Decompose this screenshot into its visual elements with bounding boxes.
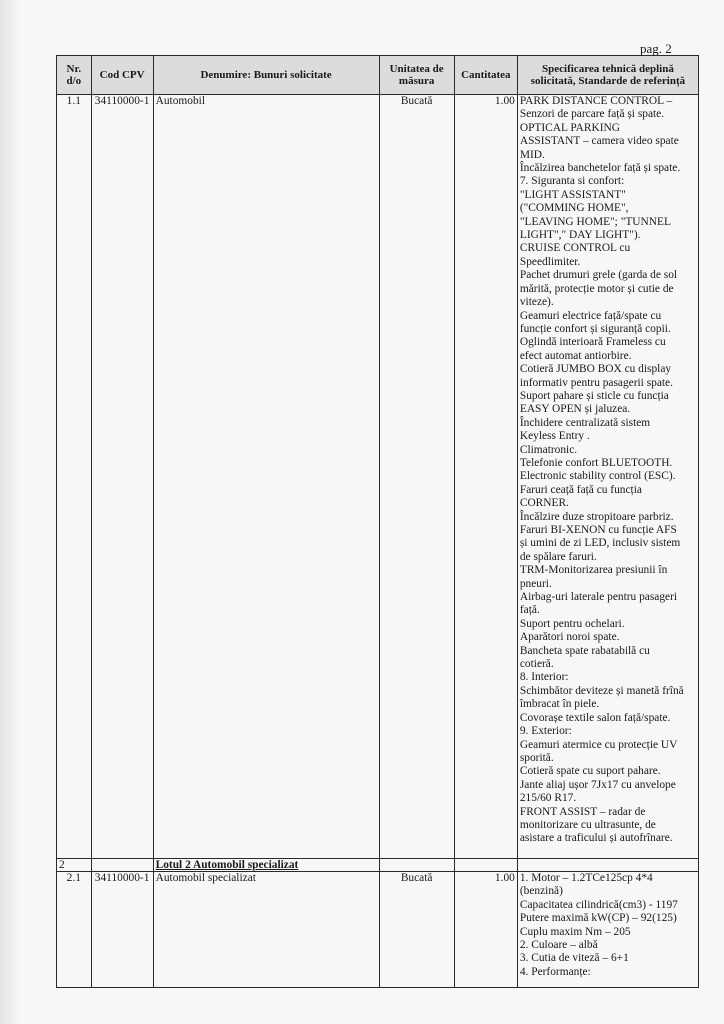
spec-line: viteze). bbox=[519, 296, 554, 309]
spec-line: Senzori de parcare față și spate. bbox=[519, 108, 665, 121]
spec-line: funcție confort și siguranță copii. bbox=[519, 322, 671, 335]
page-number: pag. 2 bbox=[640, 41, 672, 56]
spec-line: "LEAVING HOME"; "TUNNEL bbox=[519, 215, 671, 228]
lot-cantitate-empty bbox=[454, 859, 517, 872]
spec-line: (benzină) bbox=[519, 885, 563, 898]
spec-line: Airbag-uri laterale pentru pasageri bbox=[519, 591, 678, 604]
spec-line: PARK DISTANCE CONTROL – bbox=[519, 95, 673, 107]
spec-line: 215/60 R17. bbox=[519, 792, 577, 805]
spec-line: de spălare faruri. bbox=[519, 550, 597, 563]
lot-spec-empty bbox=[517, 859, 698, 872]
spec-line: monitorizare cu ultrasunte, de bbox=[519, 818, 656, 831]
row-cpv: 34110000-1 bbox=[91, 872, 153, 988]
spec-line: asistare a traficului și autofrînare. bbox=[519, 832, 673, 845]
spec-line: Telefonie confort BLUETOOTH. bbox=[519, 456, 673, 469]
spec-line: Aparători noroi spate. bbox=[519, 631, 620, 644]
spec-line: cotieră. bbox=[519, 658, 554, 671]
spec-line: Pachet drumuri grele (garda de sol bbox=[519, 269, 678, 282]
row-nr: 1.1 bbox=[57, 95, 92, 859]
spec-line: Covorașe textile salon față/spate. bbox=[519, 711, 671, 724]
header-specificare: Specificarea tehnică deplină solicitată, Standarde de referință bbox=[517, 56, 698, 95]
row-cpv: 34110000-1 bbox=[91, 95, 153, 859]
lot-unitate-empty bbox=[379, 859, 454, 872]
spec-line: 3. Cutia de viteză – 6+1 bbox=[519, 952, 629, 965]
spec-line: Suport pahare și sticle cu funcția bbox=[519, 389, 669, 402]
row-unitate: Bucată bbox=[379, 872, 454, 988]
table-header-row bbox=[57, 56, 699, 95]
header-cpv: Cod CPV bbox=[91, 56, 153, 95]
spec-line: Închidere centralizată sistem bbox=[519, 416, 651, 429]
spec-line: mărită, protecție motor și cutie de bbox=[519, 282, 674, 295]
spec-line: LIGHT"," DAY LIGHT"). bbox=[519, 229, 641, 242]
spec-line: față. bbox=[519, 604, 540, 617]
row-unitate: Bucată bbox=[379, 95, 454, 859]
spec-line: MID. bbox=[519, 148, 545, 161]
lot-nr: 2 bbox=[57, 859, 92, 872]
page-shadow-edge bbox=[0, 0, 20, 1024]
spec-line: și umini de zi LED, inclusiv sistem bbox=[519, 537, 681, 550]
header-nr: Nr. d/o bbox=[57, 56, 92, 95]
spec-line: Oglindă interioară Frameless cu bbox=[519, 336, 666, 349]
spec-line: Bancheta spate rabatabilă cu bbox=[519, 644, 650, 657]
spec-line: îmbracat în piele. bbox=[519, 698, 600, 711]
spec-line: Faruri BI-XENON cu funcție AFS bbox=[519, 524, 677, 536]
spec-line: Încălzirea banchetelor față și spate. bbox=[519, 162, 681, 175]
row-denumire: Automobil specializat bbox=[153, 872, 379, 988]
lot-row bbox=[57, 859, 699, 872]
spec-line: 2. Culoare – albă bbox=[519, 939, 598, 952]
spec-line: CORNER. bbox=[519, 497, 569, 510]
header-denumire: Denumire: Bunuri solicitate bbox=[153, 56, 379, 95]
spec-line: Cotieră JUMBO BOX cu display bbox=[519, 363, 672, 376]
spec-line: 1. Motor – 1.2TCe125cp 4*4 bbox=[519, 872, 653, 884]
spec-line: Putere maximă kW(CP) – 92(125) bbox=[519, 912, 677, 925]
row-cantitate: 1.00 bbox=[454, 95, 517, 859]
spec-line: Keyless Entry . bbox=[519, 430, 590, 443]
table-row bbox=[57, 95, 699, 859]
spec-line: Electronic stability control (ESC). bbox=[519, 470, 676, 483]
row-specificare bbox=[517, 872, 698, 988]
spec-line: "LIGHT ASSISTANT" bbox=[519, 188, 626, 201]
row-nr: 2.1 bbox=[57, 872, 92, 988]
spec-line: informativ pentru pasagerii spate. bbox=[519, 376, 673, 389]
spec-line: sporită. bbox=[519, 751, 554, 764]
spec-line: Cotieră spate cu suport pahare. bbox=[519, 765, 661, 778]
spec-line: OPTICAL PARKING bbox=[519, 121, 620, 134]
table-row bbox=[57, 872, 699, 988]
spec-line: Capacitatea cilindrică(cm3) - 1197 bbox=[519, 898, 678, 911]
spec-line: Jante aliaj ușor 7Jx17 cu anvelope bbox=[519, 778, 676, 791]
spec-line: TRM-Monitorizarea presiunii în bbox=[519, 564, 668, 577]
spec-line: EASY OPEN și jaluzea. bbox=[519, 403, 631, 416]
spec-line: 7. Siguranta si confort: bbox=[519, 175, 625, 188]
row-cantitate: 1.00 bbox=[454, 872, 517, 988]
spec-line: ASSISTANT – camera video spate bbox=[519, 135, 679, 148]
spec-line: Încălzire duze stropitoare parbriz. bbox=[519, 510, 674, 523]
spec-line: Faruri ceață față cu funcția bbox=[519, 483, 642, 496]
specifications-table bbox=[56, 55, 699, 988]
spec-line: 8. Interior: bbox=[519, 671, 569, 684]
spec-line: Suport pentru ochelari. bbox=[519, 617, 625, 630]
spec-line: Speedlimiter. bbox=[519, 255, 581, 268]
spec-line: pneuri. bbox=[519, 577, 552, 590]
lot-title: Lotul 2 Automobil specializat bbox=[153, 859, 379, 872]
spec-line: FRONT ASSIST – radar de bbox=[519, 805, 646, 818]
spec-line: Cuplu maxim Nm – 205 bbox=[519, 925, 631, 938]
spec-line: Climatronic. bbox=[519, 443, 578, 456]
spec-line: Schimbător deviteze și manetă frînă bbox=[519, 684, 684, 697]
header-cantitate: Cantitatea bbox=[454, 56, 517, 95]
spec-line: efect automat antiorbire. bbox=[519, 349, 632, 362]
spec-line: 4. Performanțe: bbox=[519, 965, 591, 978]
header-unitate: Unitatea de măsura bbox=[379, 56, 454, 95]
row-denumire: Automobil bbox=[153, 95, 379, 859]
row-specificare bbox=[517, 95, 698, 859]
spec-line: 9. Exterior: bbox=[519, 725, 572, 738]
spec-line: CRUISE CONTROL cu bbox=[519, 242, 631, 255]
spec-line: ("COMMING HOME", bbox=[519, 202, 629, 215]
spec-line: Geamuri atermice cu protecție UV bbox=[519, 738, 678, 751]
spec-line: Geamuri electrice față/spate cu bbox=[519, 309, 662, 322]
lot-cpv-empty bbox=[91, 859, 153, 872]
